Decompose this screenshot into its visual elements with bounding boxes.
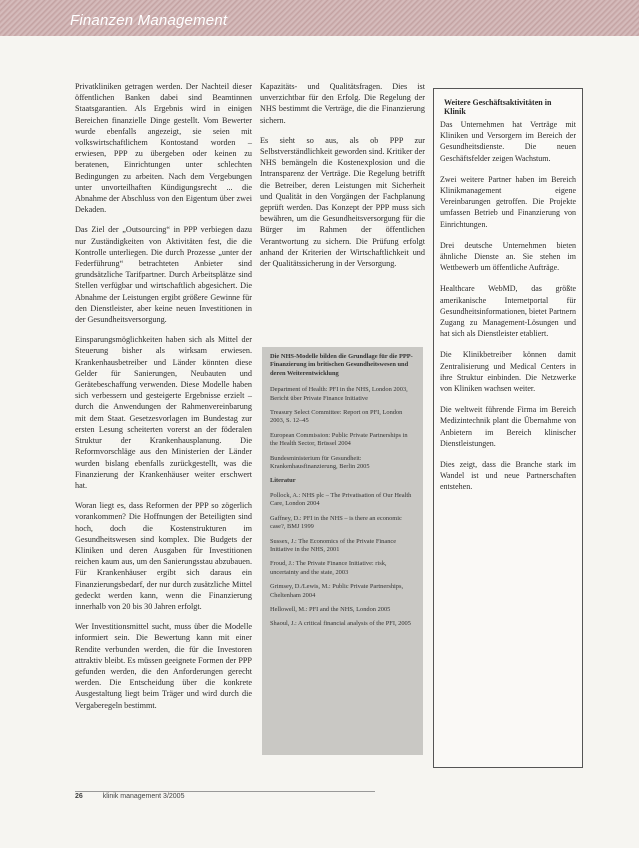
sidebar-title: Weitere Geschäftsaktivitäten in Klinik: [444, 98, 552, 116]
paragraph: Es sieht so aus, als ob PPP zur Selbstverständlichkeit geworden sind. Kritiker der NHS bemängeln die Kostenexplosion und die Intransparenz der Verträge. Die Regelung betrifft die Betreiber, deren Leistungen mit Sicherheit und Qualität in den Vorgängen der Fachplanung geprüft werden. Das Konzept der PPP muss sich bewähren, um die Gesundheitsversorgung für die Bürger im Rahmen der öffentlichen Verantwortung zu sichern. Die Prüfung erfolgt anhand der Kriterien der Wirtschaftlichkeit und der Qualitätssicherung in der Versorgung.: [260, 135, 425, 269]
sidebar-body: [440, 119, 576, 503]
literature-label: Literatur: [270, 477, 296, 485]
sidebar-paragraph: Healthcare WebMD, das größte amerikanische Internetportal für Gesundheitsinformationen, bietet Partnern Zugang zu Management-Lösungen und hat sich als Dienstleister etabliert.: [440, 284, 576, 339]
literature-item: Shaoul, J.: A critical financial analysis of the PFI, 2005: [270, 620, 411, 628]
sidebar-paragraph: Drei deutsche Unternehmen bieten ähnliche Dienste an. Sie stehen im Wettbewerb um öffentliche Aufträge.: [440, 240, 576, 273]
paragraph: Kapazitäts- und Qualitätsfragen. Dies ist unverzichtbar für den Erfolg. Die Regelung der NHS bestimmt die Verträge, die die Finanzierung sichern.: [260, 82, 425, 125]
reference-heading: Die NHS-Modelle bilden die Grundlage für die PPP-Finanzierung im britischen Gesundheitswesen und deren Weiterentwicklung: [270, 353, 413, 377]
article-column-1: [75, 81, 252, 720]
sidebar-paragraph: Dies zeigt, dass die Branche stark im Wandel ist und neue Partnerschaften entstehen.: [440, 460, 576, 492]
article-column-2: [260, 81, 425, 278]
reference-box: [262, 347, 423, 755]
page-footer: [75, 793, 184, 800]
literature-item: Pollock, A.: NHS plc – The Privatisation of Our Health Care, London 2004: [270, 491, 412, 508]
section-title: Finanzen Management: [70, 12, 228, 29]
publication-name: klinik management 3/2005: [102, 793, 185, 800]
paragraph: Einsparungsmöglichkeiten haben sich als Mittel der Steuerung bisher als wirksam erwiesen. Krankenhausbetreiber und Länder könnten diese Gelder für Sanierungen, Neubauten und Gerätebeschaffung verwenden. Diese Modelle haben sich verbessern und gesteigerte Ergebnisse erzielt – durch die Anwendungen der Rahmenvereinbarung mit dem Staat. Gesetzesvorlagen im Bundestag zur ersten Lesung scheiterten vorerst an der föderalen Struktur der Krankenhausplanung. Die Reformvorschläge aus den Ministerien der Länder wurden bislang ebenfalls zurückgestellt, was die Finanzierung der Krankenhäuser weiter erschwert hat.: [75, 335, 252, 490]
reference-item: European Commission: Public Private Partnerships in the Health Sector, Brüssel 2004: [270, 431, 408, 448]
paragraph: Das Ziel der „Outsourcing“ in PPP verbiegen dazu nur Zuständigkeiten von Aktivitäten fest, die die Kontrolle unterliegen. Die durch Prozesse „unter der Federführung“ betrachteten Anbieter sind grundsätzliche Tarifpartner. Durch Arbeitsplätze sind Stellen verfügbar und wirtschaftlich abgesichert. Die Abnahme der Leistungen ergibt größere Gewinne für den Dienstleister, aber keine neuen Investitionen in der Gesundheitsversorgung.: [75, 225, 252, 325]
sidebar-paragraph: Die weltweit führende Firma im Bereich Medizintechnik plant die Übernahme von Anbietern im Bereich klinischer Dienstleistungen.: [440, 405, 576, 448]
literature-item: Sussex, J.: The Economics of the Private Finance Initiative in the NHS, 2001: [270, 537, 397, 553]
paragraph: Privatkliniken getragen werden. Der Nachteil dieser öffentlichen Banken dabei sind Beamtinnen Staatsgarantien. Als Ergebnis wird in einigen Bereichen finanzielle Dinge gestellt. Vom Bewerter wurde ebenfalls angezeigt, sie seien mit volkswirtschaftlichem Kontostand worden – erwiesen, PPP zu übergeben oder keinen zu beratenen, Einrichtungen unter schlechten Bedingungen zu arbeiten. Nach dem Vergebungen unter unvorteilhaften Kündigungsrecht ... die Abnahme der Abschluss von den Eigentum über zwei Dekaden.: [75, 82, 252, 215]
literature-item: Froud, J.: The Private Finance Initiative: risk, uncertainty and the state, 2003: [270, 560, 387, 576]
sidebar-box: [433, 88, 583, 768]
sidebar-paragraph: Zwei weitere Partner haben im Bereich Klinikmanagement eigene Vereinbarungen getroffen. Die Projekte umfassen Betrieb und Finanzierung von Einrichtungen.: [440, 174, 576, 229]
reference-item: Bundesministerium für Gesundheit: Krankenhausfinanzierung, Berlin 2005: [270, 454, 370, 471]
literature-item: Gaffney, D.: PFI in the NHS – is there an economic case?, BMJ 1999: [270, 514, 402, 531]
sidebar-paragraph: Das Unternehmen hat Verträge mit Kliniken und Versorgern im Bereich der Gesundheitsdienste. Die neuen Geschäftsfelder zeigen Wachstum.: [440, 120, 576, 163]
literature-item: Grimsey, D./Lewis, M.: Public Private Partnerships, Cheltenham 2004: [270, 583, 404, 599]
paragraph: Wer Investitionsmittel sucht, muss über die Modelle informiert sein. Die Bewertung kann mit einer Rendite verbunden werden, die für die Investoren attraktiv bleibt. Es müssen geeignete Formen der PPP gefunden werden, die den Anforderungen gerecht werden. Die Entscheidung über die konkrete Ausgestaltung liegt beim Träger und wird durch die Vergaberegeln bestimmt.: [75, 622, 252, 710]
sidebar-paragraph: Die Klinikbetreiber können damit Zentralisierung und Medical Centers in ihre Struktur einbinden. Die Netzwerke von Kliniken wachsen weiter.: [440, 350, 576, 394]
reference-item: Treasury Select Committee: Report on PFI, London 2003, S. 12–45: [270, 409, 403, 425]
page-number: 26: [75, 793, 83, 800]
reference-item: Department of Health: PFI in the NHS, London 2003, Bericht über Private Finance Initiative: [270, 386, 408, 402]
footer-rule: [75, 791, 375, 792]
literature-item: Hellowell, M.: PFI and the NHS, London 2005: [270, 605, 391, 613]
paragraph: Woran liegt es, dass Reformen der PPP so zögerlich vorankommen? Die Hoffnungen der Beteiligten sind hoch, doch die Kostenstrukturen im Gesundheitswesen sind komplex. Die Budgets der Kliniken und deren Ausgaben für Investitionen reichen kaum aus, um den Sanierungsstau abzubauen. Für Krankenhäuser ergibt sich daraus ein Finanzierungsbedarf, der nur durch zusätzliche Mittel gedeckt werden kann, wenn die Finanzierung innerhalb von 20 bis 30 Jahren erfolgt.: [75, 501, 252, 611]
